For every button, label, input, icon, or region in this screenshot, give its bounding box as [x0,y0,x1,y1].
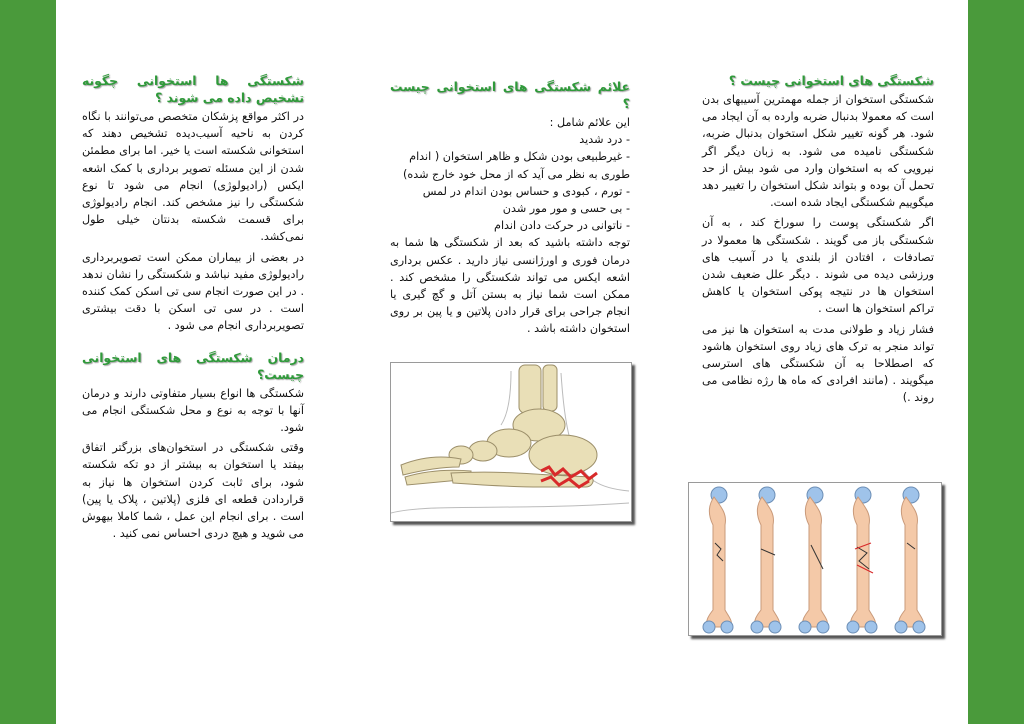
paragraph-diagnosis-2: در بعضی از بیماران ممکن است تصویربرداری رادیولوژی مفید نباشد و شکستگی را نشان ندهد . در این صورت انجام سی تی اسکن کمک کننده است . در سی تی اسکن با دقت بیشتری تصویربرداری انجام می شود . [82,250,304,333]
heading-treatment: درمان شکستگی های استخوانی چیست؟ [82,349,304,382]
paragraph-fracture-1: شکستگی استخوان از جمله مهمترین آسیبهای بدن است که معمولا بدنبال ضربه وارده به آن ایجاد می شود. هر گونه تغییر شکل استخوان بدنبال ضربه، شکستگی نامیده می شود. به زبان دیگر اگر نیرویی که به استخوان وارد می شود بیش از حد تحمل آن بوده و بتواند شکل استخوان را تغییر دهد میگوییم شکستگی ایجاد شده است. [702,93,934,210]
right-green-band [968,0,1024,724]
heading-what-is-fracture: شکستگی های استخوانی چیست ؟ [728,73,934,88]
symptom-item: - درد شدید [579,133,630,147]
column-what-is-fracture [702,72,934,410]
paragraph-fracture-2: اگر شکستگی پوست را سوراخ کند ، به آن شکستگی باز می گویند . شکستگی ها معمولا در تصادفات ، افتادن از بلندی یا در آسیب های ورزشی دیده می شوند . دیگر علل ضعیف شدن استخوان ها در نتیجه پوکی استخوان یا کاهش تراکم استخوان ها است . [702,216,934,316]
paragraph-treatment-1: شکستگی ها انواع بسیار متفاوتی دارند و درمان آنها با توجه به نوع و محل شکستگی انجام می شود. [82,386,304,435]
left-green-band [0,0,56,724]
symptom-item: - غیرطبیعی بودن شکل و ظاهر استخوان ( اندام طوری به نظر می آید که از محل خود خارج شده) [402,150,630,181]
column-symptoms [390,78,630,341]
femur-bones-icon [689,483,941,635]
paragraph-diagnosis-1: در اکثر مواقع پزشکان متخصص می‌توانند با نگاه کردن به ناحیه آسیب‌دیده تشخیص دهند که استخوانی شکسته است یا خیر. اما برای مطمئن شدن از این مسئله تصویر برداری با کمک اشعه ایکس (رادیولوژی) انجام می شود تا نوع شکستگی را نیز مشخص کند. انجام رادیولوژی برای قسمت شکسته بدنتان خیلی طول نمی‌کشد. [82,110,304,244]
symptoms-list [390,114,630,234]
femur-fracture-types-illustration [688,482,942,636]
heading-symptoms: علائم شکستگی های استخوانی چیست ؟ [390,79,630,111]
symptom-item: - بی حسی و مور مور شدن [502,202,630,216]
paragraph-fracture-3: فشار زیاد و طولانی مدت به استخوان ها نیز می تواند منجر به ترک های زیاد روی استخوان هاشود که اصطلاحا به آن شکستگی های استرسی میگویند . (مانند افرادی که ماه ها رژه نظامی می روند .) [702,322,934,405]
symptom-item: - تورم ، کبودی و حساس بودن اندام در لمس [422,184,630,198]
foot-fracture-illustration [390,362,632,522]
symptom-item: - ناتوانی در حرکت دادن اندام [494,219,630,233]
paragraph-symptoms: توجه داشته باشید که بعد از شکستگی ها شما به درمان فوری و اورژانسی نیاز دارید . عکس برداری اشعه ایکس می تواند شکستگی را مشخص کند . ممکن است شما نیاز به بستن آتل و گچ گیری یا انجام جراحی برای قرار دادن پلاتین و یا پین بر روی استخوان داشته باشد . [390,236,630,336]
symptoms-intro: این علائم شامل : [549,116,630,129]
column-diagnosis-treatment [82,72,304,545]
heading-diagnosis: شکستگی ها استخوانی چگونه تشخیص داده می شوند ؟ [82,73,304,105]
brochure-page [56,0,968,724]
paragraph-treatment-2: وقتی شکستگی در استخوان‌های بزرگتر اتفاق بیفتد یا استخوان به بیشتر از دو تکه شکسته شود، برای ثابت کردن استخوان ها نیاز به قراردادن قطعه ای فلزی (پلاتین ، پلاک یا پین) است . برای انجام این عمل ، شما کاملا بیهوش می شوید و هیچ دردی احساس نمی کنید . [82,441,304,541]
foot-bone-icon [391,363,631,521]
